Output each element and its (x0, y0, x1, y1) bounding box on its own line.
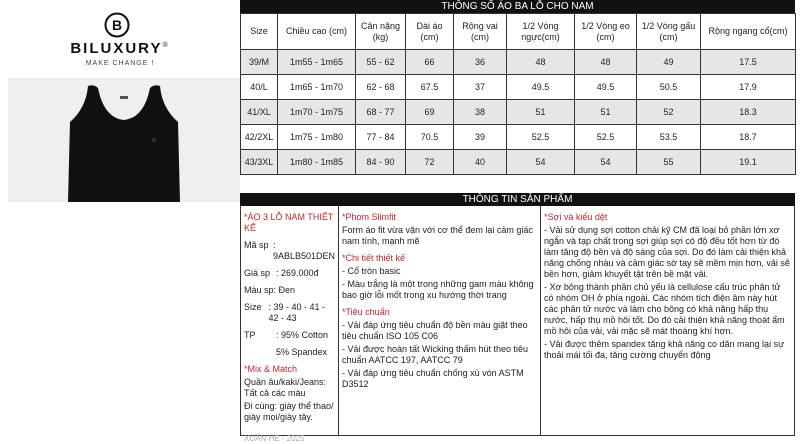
table-cell: 52.5 (575, 125, 637, 150)
product-name: *ÁO 3 LỖ NAM THIẾT KẾ (244, 212, 334, 233)
table-cell: 18.7 (701, 125, 796, 150)
table-cell: 49.5 (575, 75, 637, 100)
tp-label: TP (244, 330, 256, 340)
table-cell: 1m70 - 1m75 (278, 100, 356, 125)
table-cell: 39/M (241, 50, 278, 75)
table-cell: 52 (637, 100, 701, 125)
table-cell: 67.5 (406, 75, 454, 100)
table-cell: 52.5 (507, 125, 575, 150)
table-row (241, 50, 796, 75)
table-cell: 1m80 - 1m85 (278, 150, 356, 175)
table-row (241, 100, 796, 125)
season-label: XUÂN HÈ - 2025 (244, 434, 305, 443)
header-size: Size (241, 14, 278, 50)
table-cell: 1m65 - 1m70 (278, 75, 356, 100)
table-cell: 51 (575, 100, 637, 125)
table-cell: 48 (575, 50, 637, 75)
detail-title: *Chi tiết thiết kế (342, 253, 406, 263)
table-cell: 38 (454, 100, 507, 125)
table-cell: 53.5 (637, 125, 701, 150)
brand-tagline: MAKE CHANGE ! (85, 60, 155, 67)
size-label: Size (244, 302, 262, 312)
table-cell: 18.3 (701, 100, 796, 125)
table-row (241, 150, 796, 175)
product-info-title: THÔNG TIN SẢN PHẨM (240, 193, 795, 206)
mix-text-1: Quần âu/kaki/Jeans: Tất cả các màu (244, 377, 327, 398)
table-cell: 48 (507, 50, 575, 75)
header-shoulder: Rộng vai (cm) (454, 14, 507, 50)
table-cell: 42/2XL (241, 125, 278, 150)
table-cell: 36 (454, 50, 507, 75)
product-photo (8, 78, 240, 202)
mix-title: *Mix & Match (244, 364, 298, 374)
table-cell: 77 - 84 (356, 125, 406, 150)
table-cell: 69 (406, 100, 454, 125)
product-design-column (339, 206, 541, 435)
fabric-text-1: - Vải sử dụng sợi cotton chải kỹ CM đã loại bỏ phần lớn xơ ngắn và tạp chất trong sợi giúp sợi có độ đều tốt hơn từ đó làm tăng độ bền và độ sáng của sợi. Do đó làm cải thiện khả năng chống nhàu và cảm giác sờ tay sẽ mềm mịn hơn, vải sẽ bền hơn, giảm khuyết tật trên bề mặt vải. (544, 225, 790, 279)
header-chest: 1/2 Vòng ngực(cm) (507, 14, 575, 50)
product-fabric-column (541, 206, 794, 435)
standard-text-2: - Vải được hoàn tất Wicking thấm hút theo tiêu chuẩn AATCC 197, AATCC 79 (342, 344, 529, 365)
table-cell: 19.1 (701, 150, 796, 175)
price-label: Giá sp (244, 268, 271, 278)
color-value: Màu sp: Đen (244, 285, 296, 295)
table-cell: 62 - 68 (356, 75, 406, 100)
table-cell: 55 - 62 (356, 50, 406, 75)
product-info (240, 193, 795, 443)
svg-text:B: B (111, 17, 123, 33)
header-neck: Rộng ngang cổ(cm) (701, 14, 796, 50)
table-cell: 49 (637, 50, 701, 75)
table-cell: 54 (575, 150, 637, 175)
table-cell: 37 (454, 75, 507, 100)
detail-text-1: - Cổ tròn basic (342, 266, 401, 276)
standard-title: *Tiêu chuẩn (342, 307, 390, 317)
form-title: *Phom Slimfit (342, 212, 397, 222)
table-cell: 84 - 90 (356, 150, 406, 175)
header-weight: Cân nặng (kg) (356, 14, 406, 50)
table-cell: 49.5 (507, 75, 575, 100)
product-basic-column (241, 206, 339, 443)
price-value: : 269.000đ (276, 268, 319, 278)
brand-name: BILUXURY® (70, 40, 170, 57)
size-chart (240, 0, 795, 175)
table-cell: 41/XL (241, 100, 278, 125)
table-cell: 54 (507, 150, 575, 175)
table-cell: 40 (454, 150, 507, 175)
table-row (241, 75, 796, 100)
table-cell: 43/3XL (241, 150, 278, 175)
form-text: Form áo fit vừa vặn với cơ thể đem lại cảm giác nam tính, mạnh mẽ (342, 225, 533, 246)
table-cell: 51 (507, 100, 575, 125)
detail-text-2: - Màu trắng là một trong những gam màu không bao giờ lỗi mốt trong xu hướng thời trang (342, 279, 534, 300)
size-value: : 39 - 40 - 41 - 42 - 43 (268, 302, 325, 323)
table-cell: 72 (406, 150, 454, 175)
tank-top-image (8, 78, 240, 202)
standard-text-1: - Vải đáp ứng tiêu chuẩn độ bền màu giặt theo tiêu chuẩn ISO 105 C06 (342, 320, 528, 341)
tp-value-1: : 95% Cotton (276, 330, 329, 340)
size-chart-title: THÔNG SỐ ÁO BA LỖ CHO NAM (240, 0, 795, 13)
table-cell: 1m75 - 1m80 (278, 125, 356, 150)
code-value: : 9ABLB501DEN (272, 240, 336, 261)
fabric-text-3: - Vải được thêm spandex tăng khả năng co dãn mang lại sự thoải mái tối đa, tăng cường chuyển động (544, 339, 785, 360)
table-cell: 39 (454, 125, 507, 150)
table-cell: 1m55 - 1m65 (278, 50, 356, 75)
table-cell: 66 (406, 50, 454, 75)
table-cell: 70.5 (406, 125, 454, 150)
table-cell: 40/L (241, 75, 278, 100)
fabric-title: *Sợi và kiểu dệt (544, 212, 608, 222)
mix-text-2: Đi cùng: giày thể thao/ giày mọi/giày tây. (244, 401, 334, 422)
code-label: Mã sp (244, 240, 269, 250)
fabric-text-2: - Xơ bông thành phần chủ yếu là cellulose cấu trúc phân tử có nhóm OH ở phía ngoài. Các nhóm tích điện âm này hút các phân tử nước và làm cho bông có khả năng hấp thụ nước, hấp thụ mồ hôi tốt. Do đó cải thiện khả năng thoát ẩm mồ hôi của vải, vải mặc sẽ mát thoáng khí hơn. (544, 282, 785, 336)
table-cell: 55 (637, 150, 701, 175)
header-height: Chiều cao (cm) (278, 14, 356, 50)
table-cell: 68 - 77 (356, 100, 406, 125)
table-cell: 50.5 (637, 75, 701, 100)
table-row (241, 125, 796, 150)
size-table (240, 13, 796, 175)
brand-b-icon (104, 12, 130, 38)
tp-value-2: 5% Spandex (276, 347, 328, 357)
brand-logo (0, 0, 240, 78)
standard-text-3: - Vải đáp ứng tiêu chuẩn chống xù vón ASTM D3512 (342, 368, 524, 389)
header-waist: 1/2 Vòng eo (cm) (575, 14, 637, 50)
table-cell: 17.5 (701, 50, 796, 75)
table-cell: 17.9 (701, 75, 796, 100)
header-hem: 1/2 Vòng gấu (cm) (637, 14, 701, 50)
header-length: Dài áo (cm) (406, 14, 454, 50)
